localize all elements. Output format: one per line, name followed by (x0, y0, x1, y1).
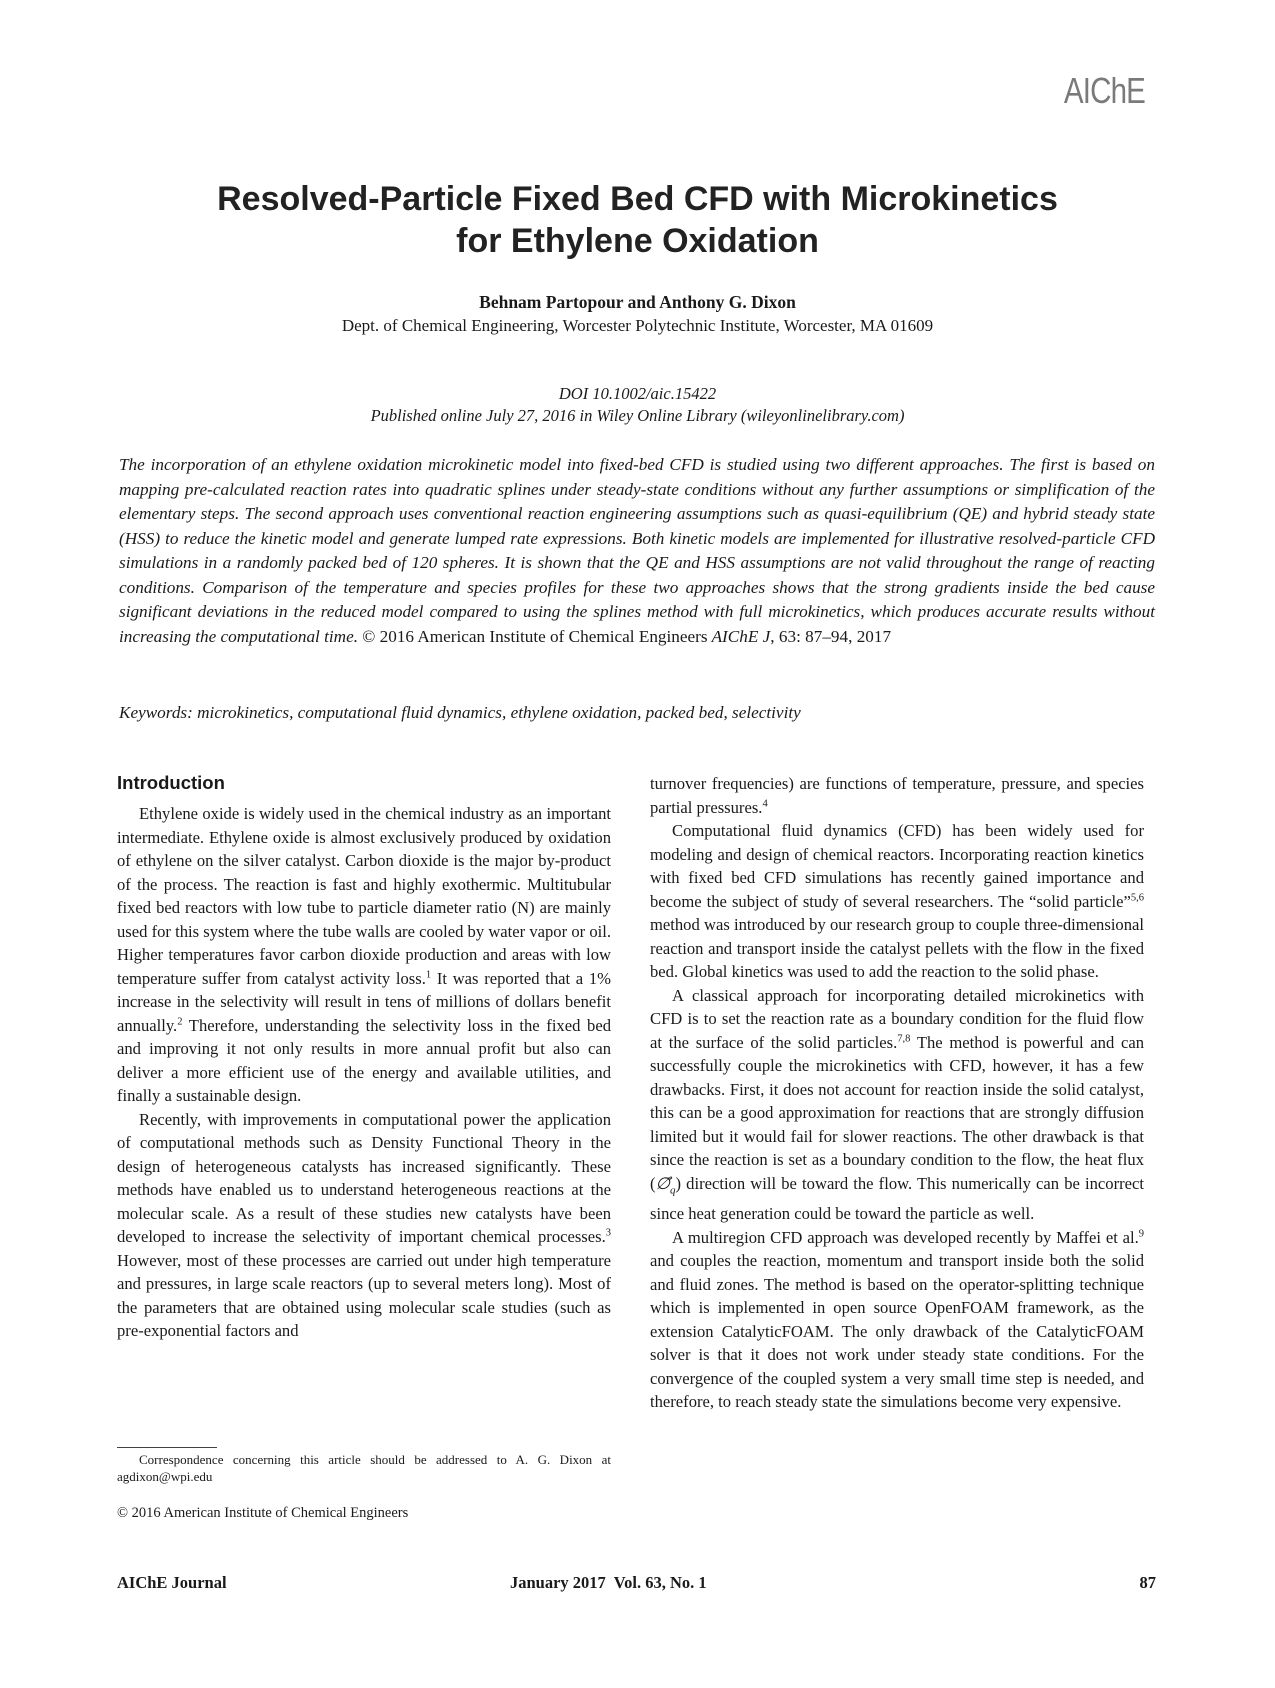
page-number: 87 (1139, 1573, 1156, 1592)
journal-logo: AIChE (1063, 70, 1145, 111)
doi[interactable]: DOI 10.1002/aic.15422 (558, 384, 717, 403)
citation-ref[interactable]: 9 (1138, 1228, 1144, 1240)
footer-journal-name: AIChE Journal (117, 1573, 227, 1592)
abstract (119, 453, 1155, 649)
intro-paragraph-6 (650, 1226, 1144, 1414)
abstract-body: The incorporation of an ethylene oxidation microkinetic model into fixed-bed CFD is studied using two different approaches. The first is based on mapping pre-calculated reaction rates into quadratic splines under steady-state conditions without any further assumptions or simplification of the elementary steps. The second approach uses conventional reaction engineering assumptions such as quasi-equilibrium (QE) and hybrid steady state (HSS) to reduce the kinetic model and generate lumped rate expressions. Both kinetic models are implemented for illustrative resolved-particle CFD simulations in a randomly packed bed of 120 spheres. It is shown that the QE and HSS assumptions are not valid throughout the range of reacting conditions. Comparison of the temperature and species profiles for these two approaches shows that the strong gradients inside the bed cause significant deviations in the reduced model compared to using the splines method with full microkinetics, which produces accurate results without increasing the computational time. (119, 455, 1155, 646)
abstract-citation: , 63: 87–94, 2017 (770, 626, 892, 646)
text: Computational fluid dynamics (CFD) has been widely used for modeling and design of chemical reactors. Incorporating reaction kinetics with fixed bed CFD simulations has recently gained importance and become the subject of study of several researchers. The “solid particle” (650, 821, 1144, 911)
footer-issue: January 2017 Vol. 63, No. 1 (510, 1573, 707, 1592)
affiliation: Dept. of Chemical Engineering, Worcester Polytechnic Institute, Worcester, MA 01609 (341, 316, 934, 335)
intro-paragraph-2 (117, 1108, 611, 1343)
text: A multiregion CFD approach was developed recently by Maffei et al. (672, 1227, 1139, 1247)
footnote-rule (117, 1447, 217, 1448)
text: ) direction will be toward the flow. This numerically can be incorrect since heat generation could be toward the particle as well. (650, 1173, 1144, 1224)
heat-flux-subscript: q (670, 1183, 676, 1196)
authors: Behnam Partopour and Anthony G. Dixon (479, 292, 796, 312)
keywords: Keywords: microkinetics, computational fluid dynamics, ethylene oxidation, packed bed, selectivity (119, 703, 801, 722)
abstract-journal: AIChE J (711, 626, 771, 646)
copyright-notice: © 2016 American Institute of Chemical Engineers (117, 1505, 409, 1521)
title-line-2: for Ethylene Oxidation (456, 222, 819, 260)
citation-ref[interactable]: 5,6 (1130, 891, 1144, 903)
right-column (650, 772, 1144, 1414)
text: However, most of these processes are carried out under high temperature and pressures, in large scale reactors (up to several meters long). Most of the parameters that are obtained using molecular scale studies (such as pre-exponential factors and (117, 1250, 611, 1340)
title-line-1: Resolved-Particle Fixed Bed CFD with Microkinetics (217, 180, 1058, 218)
correspondence-footnote: Correspondence concerning this article should be addressed to A. G. Dixon at agdixon@wpi.edu (117, 1452, 611, 1484)
intro-paragraph-3 (650, 772, 1144, 819)
intro-paragraph-5 (650, 984, 1144, 1226)
intro-paragraph-1 (117, 802, 611, 1108)
text: The method is powerful and can successfully couple the microkinetics with CFD, however, it has a few drawbacks. First, it does not account for reaction inside the solid catalyst, this can be a good approximation for reactions that are strongly diffusion limited but it would fail for slower reactions. The other drawback is that since the reaction is set as a boundary condition to the flow, the heat flux ( (650, 1032, 1144, 1193)
paper-title (160, 178, 1115, 262)
text: Therefore, understanding the selectivity loss in the fixed bed and improving it not only results in more annual profit but also can deliver a more efficient use of the energy and available utilities, and finally a sustainable design. (117, 1015, 611, 1105)
published-line: Published online July 27, 2016 in Wiley Online Library (wileyonlinelibrary.com) (370, 406, 905, 425)
text: and couples the reaction, momentum and transport inside both the solid and fluid zones. The method is based on the operator-splitting technique which is implemented in open source OpenFOAM framework, as the extension CatalyticFOAM. The only drawback of the CatalyticFOAM solver is that it does not work under steady state conditions. For the convergence of the coupled system a very small time step is needed, and therefore, to reach steady state the simulations become very expensive. (650, 1251, 1144, 1412)
citation-ref[interactable]: 2 (177, 1015, 183, 1027)
abstract-copyright: © 2016 American Institute of Chemical Engineers (362, 626, 708, 646)
text: method was introduced by our research group to couple three-dimensional reaction and transport inside the catalyst pellets with the flow in the fixed bed. Global kinetics was used to add the reaction to the solid phase. (650, 915, 1144, 981)
text: A classical approach for incorporating detailed microkinetics with CFD is to set the reaction rate as a boundary condition for the fluid flow at the surface of the solid particles. (650, 985, 1144, 1052)
intro-paragraph-4 (650, 819, 1144, 984)
text: Ethylene oxide is widely used in the chemical industry as an important intermediate. Ethylene oxide is almost exclusively produced by oxidation of ethylene on the silver catalyst. Carbon dioxide is the major by-product of the process. The reaction is fast and highly exothermic. Multitubular fixed bed reactors with low tube to particle diameter ratio (N) are mainly used for this system where the tube walls are cooled by water vapor or oil. Higher temperatures favor carbon dioxide production and areas with low temperature suffer from catalyst activity loss. (117, 804, 611, 988)
citation-ref[interactable]: 3 (605, 1227, 611, 1239)
left-column (117, 772, 611, 1343)
citation-ref[interactable]: 4 (762, 797, 768, 809)
text: Recently, with improvements in computational power the application of computational methods such as Density Functional Theory in the design of heterogeneous catalysts has increased significantly. These methods have enabled us to understand heterogeneous reactions at the molecular scale. As a result of these studies new catalysts have been developed to increase the selectivity of important chemical processes. (117, 1109, 611, 1246)
heat-flux-symbol: ∅⃗ (655, 1173, 670, 1193)
text: It was reported that a 1% increase in the selectivity will result in tens of millions of dollars benefit annually. (117, 968, 612, 1035)
text: turnover frequencies) are functions of temperature, pressure, and species partial pressures. (650, 774, 1144, 817)
citation-ref[interactable]: 1 (425, 968, 432, 980)
section-heading-introduction: Introduction (117, 772, 225, 793)
citation-ref[interactable]: 7,8 (897, 1032, 911, 1044)
